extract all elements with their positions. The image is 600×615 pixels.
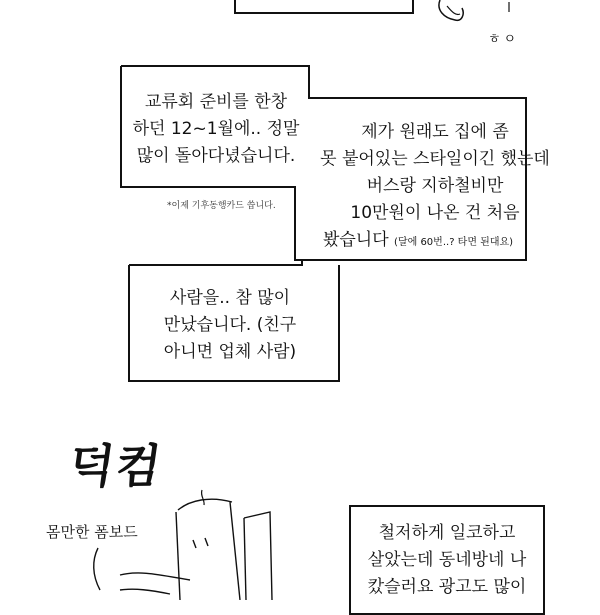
bubble-2-line-2: 못 붙어있는 스타일이긴 했는데 (320, 149, 550, 169)
bubble-3-text (138, 285, 322, 366)
handwritten-title: 덕컴 (65, 439, 167, 493)
bubble-3-line-2: 만났습니다. (친구 (163, 315, 297, 335)
bubble-3-line-1: 사람을.. 참 많이 (169, 288, 291, 308)
bubble-4-line-2: 살았는데 동네방네 나 (367, 550, 527, 570)
bubble-2-line-1: 제가 원래도 집에 좀 (361, 122, 509, 142)
bubble-4-line-1: 철저하게 일코하고 (378, 523, 516, 543)
bubble-2-line-5 (266, 227, 570, 256)
bubble-2-line-4: 10만원이 나온 건 처음 (350, 203, 520, 223)
bubble-1-text (121, 89, 311, 170)
bubble-2-text (300, 119, 570, 256)
bubble-2-last-main: 봤습니다 (322, 230, 389, 250)
bubble-1-line-3: 많이 돌아다녔습니다. (136, 146, 296, 166)
bubble-2-line-3: 버스랑 지하철비만 (366, 176, 504, 196)
bubble-1-line-2: 하던 12~1월에.. 정말 (132, 119, 300, 139)
bubble-3-line-3: 아니면 업체 사람) (163, 342, 297, 362)
bubble-4-line-3: 캈슬러요 광고도 많이 (367, 577, 527, 597)
bubble-4-text (349, 520, 545, 601)
footnote: *이제 기후동행카드 씁니다. (167, 201, 276, 211)
top-fragment-text: ㅎㅇ (488, 32, 520, 47)
top-partial-panel (234, 0, 414, 14)
bubble-2-last-small: (달에 60번..? 타면 된대요) (394, 237, 514, 248)
bubble-1-line-1: 교류회 준비를 한창 (144, 92, 288, 112)
caption-left: 몸만한 폼보드 (46, 523, 138, 541)
